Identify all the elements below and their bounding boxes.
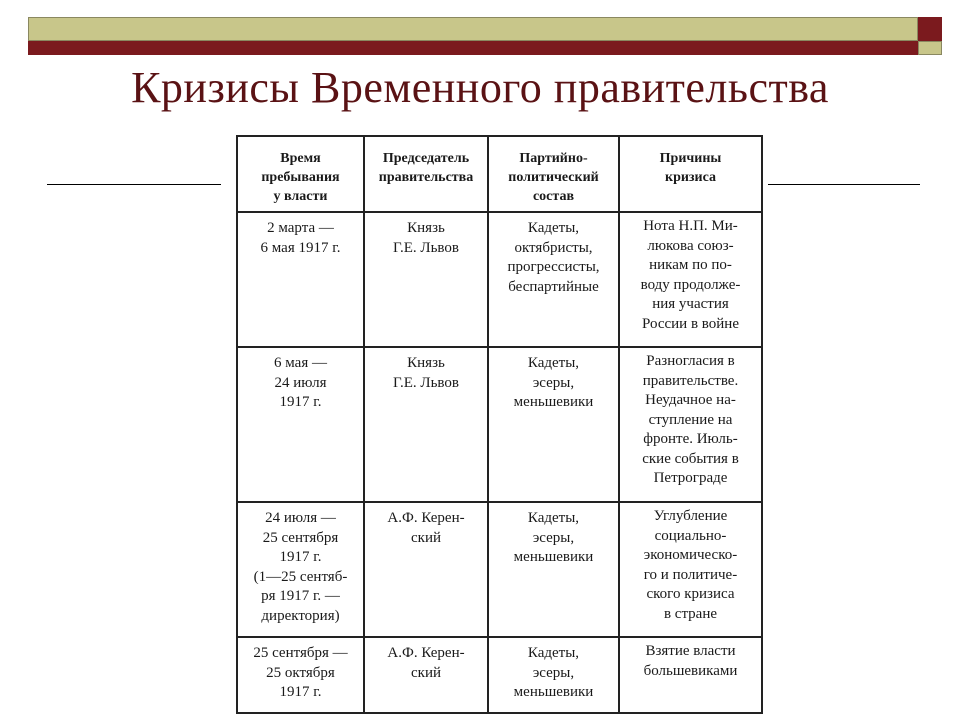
cell-text-line: Нота Н.П. Ми- <box>643 218 738 234</box>
cell-text-line: Взятие власти <box>645 643 736 659</box>
cell-text-line: ский <box>411 529 441 546</box>
header-parties <box>488 136 619 212</box>
cell-text-line: пребывания <box>261 170 340 185</box>
cell-text-line: меньшевики <box>513 684 594 700</box>
cell-text-line: Князь <box>407 355 445 371</box>
cell-text-line: ния участия <box>652 296 729 312</box>
cell-text-line: Г.Е. Львов <box>393 374 459 391</box>
cell-parties <box>488 212 619 347</box>
crises-table <box>236 135 763 714</box>
cell-text-line: правительства <box>378 170 474 185</box>
cell-chairman <box>364 212 488 347</box>
cell-parties <box>488 502 619 637</box>
cell-text-line: Время <box>280 151 321 166</box>
cell-text-line: Кадеты, <box>527 510 580 526</box>
cell-text-line: кризиса <box>665 170 716 185</box>
cell-parties <box>488 347 619 502</box>
cell-text-line: меньшевики <box>513 549 594 565</box>
cell-text-line: Петрограде <box>653 470 728 486</box>
cell-text-line: беспартийные <box>508 278 599 295</box>
cell-text-line: ский <box>411 664 441 681</box>
cell-text-line: Кадеты, <box>527 220 580 236</box>
table-header-row <box>237 136 762 212</box>
cell-text-line: 1917 г. <box>279 549 322 565</box>
cell-text-line: Кадеты, <box>527 645 580 661</box>
right-divider-line <box>768 184 920 185</box>
cell-text-line: большевиками <box>643 662 738 679</box>
table-row <box>237 502 762 637</box>
cell-text-line: Партийно- <box>519 151 588 166</box>
cell-text-line: 1917 г. <box>279 394 322 410</box>
cell-text-line: го и политиче- <box>643 566 738 583</box>
cell-text-line: правительстве. <box>642 372 739 389</box>
cell-text-line: никам по по- <box>649 257 732 273</box>
cell-chairman <box>364 347 488 502</box>
cell-text-line: политический <box>508 170 599 185</box>
cell-text-line: Кадеты, <box>527 355 580 371</box>
cell-text-line: воду продолже- <box>640 276 741 293</box>
cell-text-line: эсеры, <box>532 374 575 391</box>
cell-text-line: эсеры, <box>532 529 575 546</box>
table-row <box>237 212 762 347</box>
cell-text-line: 2 марта — <box>267 220 334 236</box>
cell-text-line: 6 мая — <box>274 355 327 371</box>
cell-text-line: 6 мая 1917 г. <box>260 239 341 256</box>
cell-text-line: экономическо- <box>643 547 738 563</box>
header-period <box>237 136 364 212</box>
slide-title: Кризисы Временного правительства <box>131 63 829 112</box>
header-band-light <box>28 17 918 41</box>
cell-text-line: России в войне <box>642 315 739 332</box>
cell-text-line: Неудачное на- <box>645 392 736 408</box>
cell-period <box>237 347 364 502</box>
header-band-dark <box>28 41 918 55</box>
cell-reason <box>619 212 762 347</box>
cell-text-line: октябристы, <box>514 239 593 256</box>
cell-text-line: эсеры, <box>532 664 575 681</box>
header-chairman <box>364 136 488 212</box>
left-divider-line <box>47 184 221 185</box>
cell-text-line: ступление на <box>648 411 733 428</box>
cell-text-line: директория) <box>261 607 340 624</box>
cell-text-line: меньшевики <box>513 394 594 410</box>
cell-text-line: ря 1917 г. — <box>261 588 340 604</box>
cell-period <box>237 212 364 347</box>
cell-chairman <box>364 637 488 713</box>
cell-text-line: состав <box>532 189 575 204</box>
cell-text-line: ского кризиса <box>646 586 735 602</box>
cell-text-line: у власти <box>273 189 328 204</box>
corner-square-light <box>918 41 942 55</box>
cell-text-line: 25 сентября — <box>253 645 348 661</box>
cell-text-line: 24 июля — <box>265 510 336 526</box>
cell-text-line: Разногласия в <box>646 353 735 369</box>
cell-text-line: в стране <box>663 605 718 622</box>
cell-text-line: 24 июля <box>274 374 327 391</box>
table-row <box>237 347 762 502</box>
cell-text-line: А.Ф. Керен- <box>387 510 465 526</box>
cell-text-line: 25 сентября <box>262 529 339 546</box>
cell-text-line: Председатель <box>382 151 470 166</box>
crises-table-container <box>236 135 761 712</box>
cell-reason <box>619 347 762 502</box>
cell-text-line: А.Ф. Керен- <box>387 645 465 661</box>
cell-text-line: Углубление <box>653 508 728 524</box>
cell-period <box>237 502 364 637</box>
cell-text-line: ские события в <box>642 450 739 467</box>
cell-text-line: фронте. Июль- <box>643 431 738 447</box>
cell-chairman <box>364 502 488 637</box>
cell-text-line: Причины <box>659 151 722 166</box>
cell-reason <box>619 502 762 637</box>
header-reason <box>619 136 762 212</box>
cell-period <box>237 637 364 713</box>
cell-text-line: Г.Е. Львов <box>393 239 459 256</box>
cell-text-line: 25 октября <box>266 664 335 681</box>
cell-reason <box>619 637 762 713</box>
cell-text-line: 1917 г. <box>279 684 322 700</box>
cell-text-line: прогрессисты, <box>507 259 600 275</box>
cell-text-line: люкова союз- <box>647 237 734 254</box>
table-row <box>237 637 762 713</box>
cell-text-line: социально- <box>654 527 727 544</box>
cell-text-line: (1—25 сентяб- <box>253 568 348 585</box>
corner-square-dark <box>918 17 942 41</box>
cell-parties <box>488 637 619 713</box>
cell-text-line: Князь <box>407 220 445 236</box>
